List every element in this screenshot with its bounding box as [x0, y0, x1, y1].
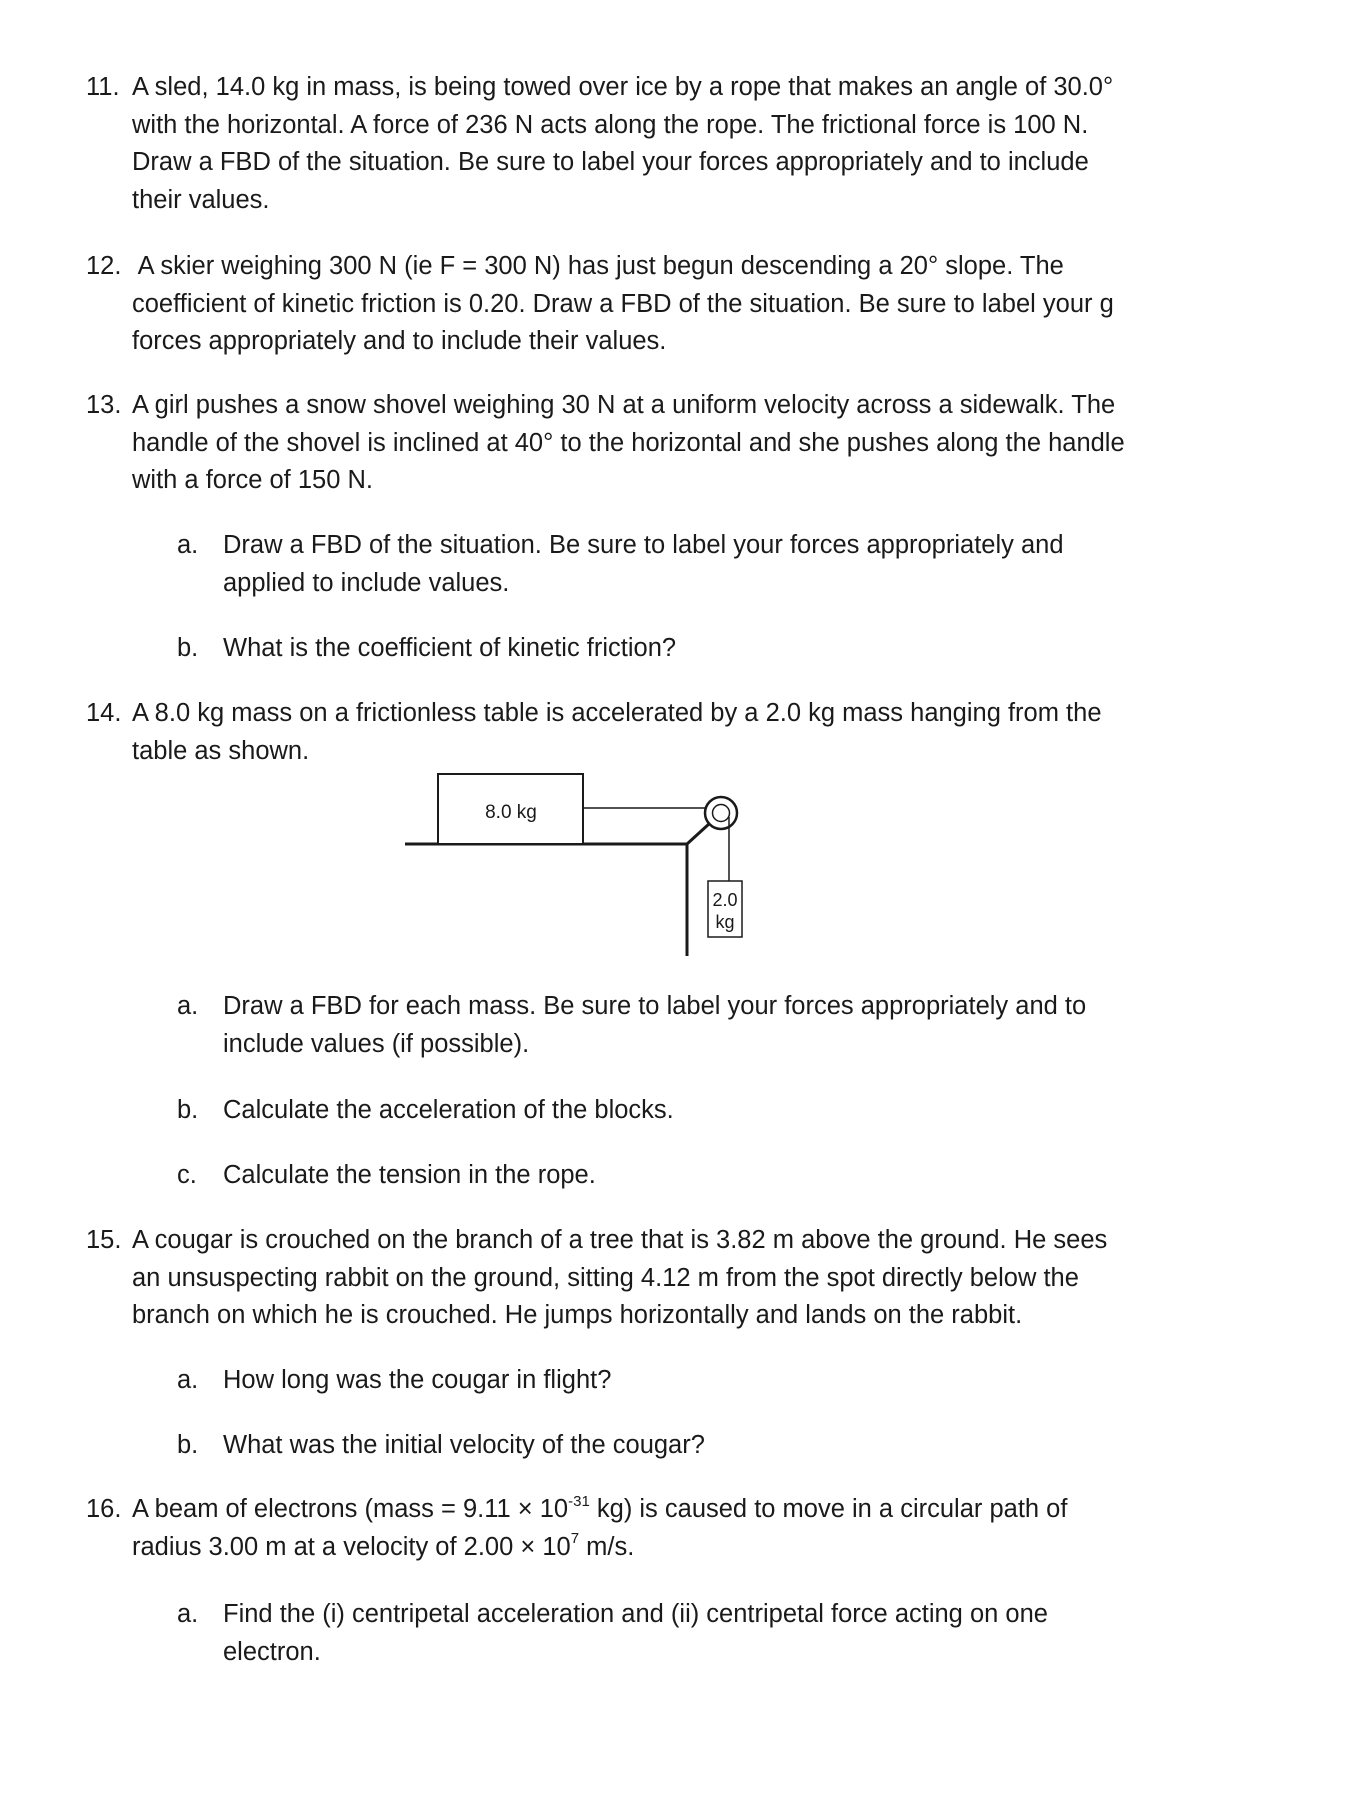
question-13: [86, 387, 1266, 500]
question-14b: [177, 1092, 1237, 1130]
question-14a: [177, 988, 1237, 1063]
sub-letter: b.: [177, 634, 199, 662]
question-13a: [177, 527, 1237, 602]
question-text-line: handle of the shovel is inclined at 40° to the horizontal and she pushes along the handle: [132, 428, 1125, 457]
question-text-line: with the horizontal. A force of 236 N acts along the rope. The frictional force is 100 N.: [132, 110, 1089, 139]
question-text-line: Draw a FBD of the situation. Be sure to label your forces appropriately and to include: [132, 148, 1089, 176]
question-11: [86, 69, 1266, 219]
question-15b: [177, 1427, 1237, 1465]
question-text-line: an unsuspecting rabbit on the ground, sitting 4.12 m from the spot directly below the: [132, 1263, 1079, 1292]
exponent: 7: [570, 1530, 580, 1547]
question-text-line: coefficient of kinetic friction is 0.20. Draw a FBD of the situation. Be sure to label your g: [132, 289, 1114, 318]
sub-text-line: Draw a FBD of the situation. Be sure to label your forces appropriately and: [223, 531, 1064, 559]
sub-letter: b.: [177, 1096, 199, 1124]
sub-text-line: include values (if possible).: [223, 1029, 530, 1058]
question-number: 14.: [86, 699, 122, 727]
question-text-line: with a force of 150 N.: [132, 466, 373, 494]
sub-letter: b.: [177, 1431, 199, 1459]
question-12: [86, 248, 1266, 361]
pulley-diagram: [395, 768, 775, 968]
question-14c: [177, 1157, 1237, 1195]
text-segment: kg) is caused to move in a circular path of: [589, 1495, 1068, 1523]
sub-letter: a.: [177, 1600, 199, 1628]
question-15a: [177, 1362, 1237, 1400]
sub-text-line: Draw a FBD for each mass. Be sure to label your forces appropriately and to: [223, 992, 1087, 1020]
sub-letter: a.: [177, 531, 199, 559]
question-16: [86, 1491, 1266, 1566]
question-number: 12.: [86, 252, 122, 280]
exponent: -31: [568, 1492, 590, 1510]
sub-text-line: Calculate the acceleration of the blocks.: [223, 1096, 674, 1124]
question-number: 11.: [86, 73, 120, 101]
question-text-line: branch on which he is crouched. He jumps horizontally and lands on the rabbit.: [132, 1301, 1023, 1329]
sub-letter: a.: [177, 992, 199, 1020]
sub-text-line: Find the (i) centripetal acceleration and (ii) centripetal force acting on one: [223, 1600, 1048, 1628]
block-8kg-label: 8.0 kg: [485, 802, 537, 823]
question-text-line: A girl pushes a snow shovel weighing 30 N at a uniform velocity across a sidewalk. The: [132, 391, 1116, 419]
sub-letter: c.: [177, 1161, 197, 1189]
pulley-hub: [713, 805, 730, 822]
question-text-line: A skier weighing 300 N (ie F = 300 N) has just begun descending a 20° slope. The: [132, 252, 1064, 280]
question-16a: [177, 1596, 1237, 1671]
question-13b: [177, 630, 1237, 668]
sub-text-line: applied to include values.: [223, 568, 510, 597]
question-number: 13.: [86, 391, 122, 419]
question-14: [86, 695, 1266, 770]
sub-text-line: What was the initial velocity of the cougar?: [223, 1431, 705, 1459]
hanging-mass-label-unit: kg: [715, 912, 735, 932]
question-text-line: table as shown.: [132, 736, 310, 765]
question-text-line: A cougar is crouched on the branch of a tree that is 3.82 m above the ground. He sees: [132, 1226, 1108, 1254]
question-text-line: their values.: [132, 185, 270, 214]
question-text-line: [132, 1529, 1266, 1567]
text-segment: A beam of electrons (mass = 9.11 × 10: [132, 1495, 569, 1523]
question-text-line: A 8.0 kg mass on a frictionless table is accelerated by a 2.0 kg mass hanging from the: [132, 699, 1102, 727]
sub-letter: a.: [177, 1366, 199, 1394]
question-number: 16.: [86, 1495, 122, 1523]
question-number: 15.: [86, 1226, 122, 1254]
sub-text-line: electron.: [223, 1637, 321, 1666]
text-segment: m/s.: [579, 1532, 635, 1561]
question-text-line: forces appropriately and to include their values.: [132, 327, 667, 355]
hanging-mass-label-value: 2.0: [712, 890, 738, 910]
sub-text-line: How long was the cougar in flight?: [223, 1366, 612, 1394]
question-text-line: [132, 1491, 1266, 1529]
question-text-line: A sled, 14.0 kg in mass, is being towed over ice by a rope that makes an angle of 30.0°: [132, 73, 1114, 101]
text-segment: radius 3.00 m at a velocity of 2.00 × 10: [132, 1532, 571, 1561]
sub-text-line: Calculate the tension in the rope.: [223, 1161, 596, 1189]
sub-text-line: What is the coefficient of kinetic friction?: [223, 634, 677, 662]
question-15: [86, 1222, 1266, 1335]
